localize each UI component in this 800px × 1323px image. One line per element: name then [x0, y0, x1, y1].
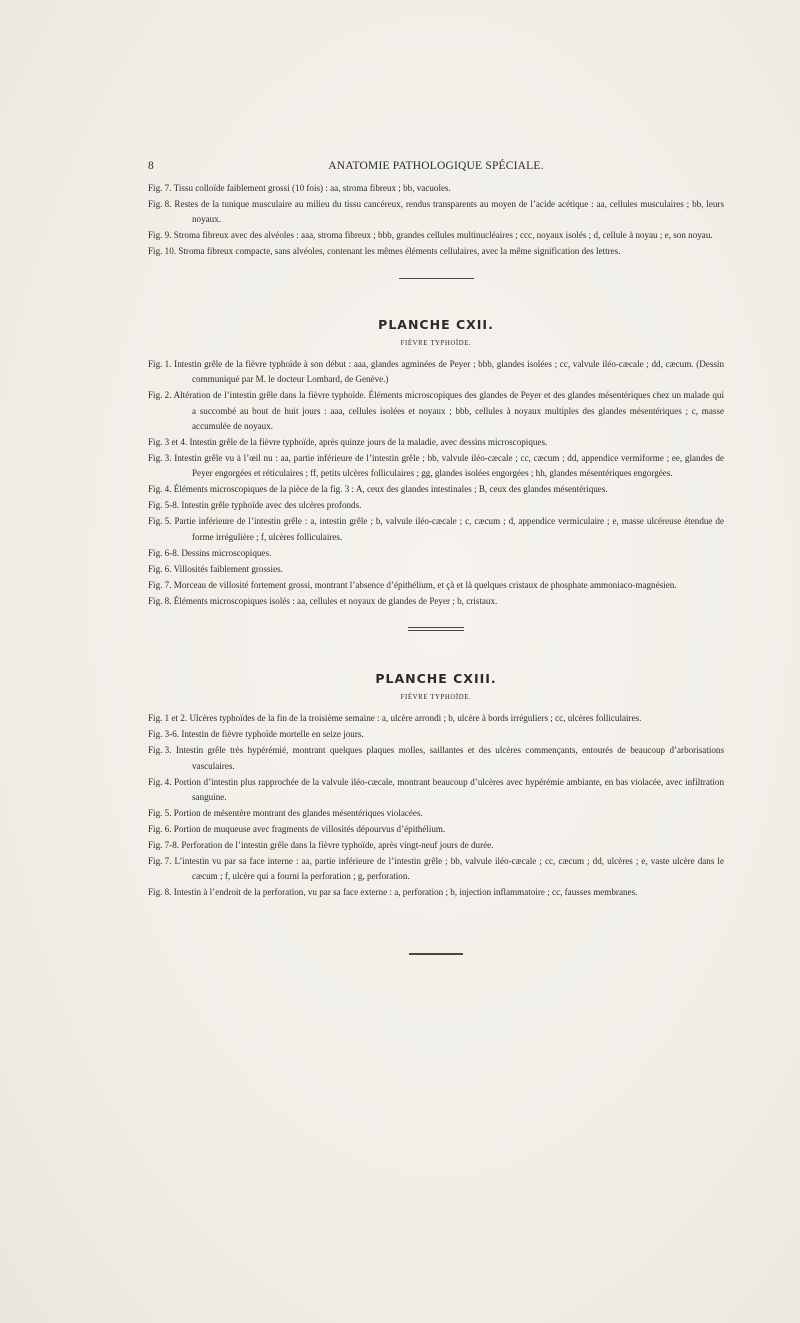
- figure-label: Fig. 1.: [148, 358, 172, 369]
- figure-entry: [148, 743, 724, 774]
- figure-entry: [148, 854, 724, 885]
- figure-caption: Éléments microscopiques isolés : aa, cellules et noyaux de glandes de Peyer ; b, cristaux.: [173, 595, 498, 606]
- figure-label: Fig. 4.: [148, 484, 172, 495]
- figure-entry: [148, 244, 724, 259]
- plate-subtitle-cxiii: FIÈVRE TYPHOÏDE.: [400, 694, 472, 702]
- figure-entry: [148, 228, 724, 243]
- figure-label: Fig. 9.: [148, 230, 172, 241]
- figure-caption: Partie inférieure de l’intestin grêle : a, intestin grêle ; b, valvule iléo-cæcale ; c, cæcum ; d, appendice vermiculaire ; e, masse ulcéreuse étendue de forme irrégulière ; f, ulcères folliculaires.: [174, 516, 724, 542]
- figure-caption: Stroma fibreux avec des alvéoles : aaa, stroma fibreux ; bbb, grandes cellules multinucléaires ; ccc, noyaux isolés ; d, cellule à noyau ; e, son noyau.: [173, 230, 713, 241]
- figure-caption: Intestin grêle typhoïde avec des ulcères profonds.: [181, 500, 362, 511]
- figure-entry: [148, 546, 724, 561]
- figure-entry: [148, 822, 724, 837]
- figure-label: Fig. 4.: [148, 776, 172, 787]
- figure-label: Fig. 7.: [148, 856, 172, 867]
- figure-caption: Portion de mésentère montrant des glandes mésentériques violacées.: [173, 808, 423, 819]
- running-title: ANATOMIE PATHOLOGIQUE SPÉCIALE.: [328, 160, 544, 172]
- figure-entry: [148, 181, 724, 196]
- figure-label: Fig. 6.: [148, 563, 172, 574]
- page-number: 8: [148, 160, 154, 172]
- figure-caption: Intestin grêle de la fièvre typhoïde à son début : aaa, glandes agminées de Peyer ; bbb, glandes isolées ; cc, valvule iléo-cæcale ; dd, cæcum. (Dessin communiqué par M. le docteur Lombard, de Genève.): [174, 358, 724, 385]
- figure-label: Fig. 2.: [148, 390, 172, 401]
- figure-label: Fig. 3-6.: [148, 729, 180, 740]
- section-divider: [399, 278, 474, 279]
- figure-label: Fig. 8.: [148, 887, 172, 898]
- figure-entry: [148, 435, 724, 450]
- figure-caption: Dessins microscopiques.: [181, 547, 272, 558]
- page-content: [148, 160, 724, 955]
- figure-caption: L’intestin vu par sa face interne : aa, partie inférieure de l’intestin grêle ; bb, valvule iléo-cæcale ; cc, cæcum ; dd, ulcères ; e, vaste ulcère dans le cæcum ; f, ulcère qui a fourni la perforation ; g, perforation.: [174, 856, 724, 882]
- figure-entry: [148, 197, 724, 228]
- section-divider-double: [408, 627, 464, 631]
- plate-cxiii-figure-list: [148, 711, 724, 901]
- plate-title-cxii: PLANCHE CXII.: [378, 316, 494, 332]
- figure-entry: [148, 562, 724, 577]
- figure-label: Fig. 7-8.: [148, 840, 180, 851]
- figure-caption: Restes de la tunique musculaire au milieu du tissu cancéreux, rendus transparents au moyen de l’acide acétique : aa, cellules musculaires ; bb, leurs noyaux.: [174, 199, 724, 225]
- figure-caption: Intestin à l’endroit de la perforation, vu par sa face externe : a, perforation ; b, injection inflammatoire ; cc, fausses membranes.: [173, 887, 638, 898]
- end-rule: [409, 953, 463, 955]
- figure-caption: Stroma fibreux compacte, sans alvéoles, contenant les mêmes éléments cellulaires, avec la même signification des lettres.: [178, 246, 621, 257]
- figure-caption: Altération de l’intestin grêle dans la fièvre typhoïde. Éléments microscopiques des glandes de Peyer et des glandes mésentériques chez un malade qui a succombé au bout de huit jours : aaa, cellules isolées et noyaux ; bbb, cellules à noyaux multiples des glandes mésentériques ; c, masse accumulée de noyaux.: [173, 390, 724, 432]
- figure-label: Fig. 5-8.: [148, 500, 180, 511]
- figure-label: Fig. 1 et 2.: [148, 713, 188, 724]
- figure-entry: [148, 451, 724, 482]
- figure-entry: [148, 727, 724, 742]
- plate-title-cxiii: PLANCHE CXIII.: [375, 671, 497, 687]
- figure-label: Fig. 3.: [148, 745, 172, 756]
- figure-label: Fig. 8.: [148, 595, 172, 606]
- figure-entry: [148, 388, 724, 434]
- figure-label: Fig. 5.: [148, 516, 172, 527]
- figure-entry: [148, 838, 724, 853]
- figure-entry: [148, 775, 724, 806]
- figure-entry: [148, 594, 724, 609]
- figure-label: Fig. 7.: [148, 183, 172, 193]
- figure-caption: Morceau de villosité fortement grossi, montrant l’absence d’épithélium, et çà et là quelques cristaux de phosphate ammoniaco-magnésien.: [173, 579, 677, 590]
- figure-caption: Éléments microscopiques de la pièce de la fig. 3 : A, ceux des glandes intestinales ; B, ceux des glandes mésentériques.: [173, 484, 608, 495]
- figure-label: Fig. 3.: [148, 453, 172, 464]
- figure-caption: Portion d’intestin plus rapprochée de la valvule iléo-cæcale, montrant beaucoup d’ulcères avec hypérémie ambiante, en bas violacée, avec infiltration sanguine.: [174, 776, 724, 803]
- page-header: [148, 160, 724, 178]
- figure-entry: [148, 711, 724, 726]
- figure-entry: [148, 806, 724, 821]
- figure-entry: [148, 482, 724, 497]
- figure-caption: Perforation de l’intestin grêle dans la fièvre typhoïde, après vingt-neuf jours de durée.: [181, 840, 494, 851]
- figure-label: Fig. 5.: [148, 808, 172, 819]
- figure-entry: [148, 578, 724, 593]
- figure-entry: [148, 498, 724, 513]
- figure-label: Fig. 8.: [148, 199, 172, 209]
- figure-caption: Intestin grêle très hypérémié, montrant quelques plaques molles, saillantes et des ulcères commençants, entourés de beaucoup d’arborisations vasculaires.: [175, 745, 724, 771]
- figure-caption: Ulcères typhoïdes de la fin de la troisième semaine : a, ulcère arrondi ; b, ulcère à bords irréguliers ; cc, ulcères folliculaires.: [189, 713, 642, 724]
- figure-label: Fig. 10.: [148, 246, 177, 257]
- figure-caption: Intestin de fièvre typhoïde mortelle en seize jours.: [181, 729, 364, 740]
- figure-label: Fig. 3 et 4.: [148, 437, 188, 448]
- plate-cxii-figure-list: [148, 357, 724, 609]
- figure-label: Fig. 7.: [148, 579, 172, 590]
- figure-entry: [148, 885, 724, 900]
- figure-label: Fig. 6-8.: [148, 547, 180, 558]
- figure-caption: Intestin grêle de la fièvre typhoïde, après quinze jours de la maladie, avec dessins microscopiques.: [189, 437, 548, 448]
- figure-caption: Portion de muqueuse avec fragments de villosités dépourvus d’épithélium.: [173, 824, 446, 835]
- figure-label: Fig. 6.: [148, 824, 172, 835]
- figure-entry: [148, 514, 724, 545]
- figure-caption: Villosités faiblement grossies.: [173, 563, 283, 574]
- intro-figure-list: [148, 181, 724, 260]
- plate-subtitle-cxii: FIÈVRE TYPHOÏDE.: [400, 339, 472, 347]
- figure-caption: Tissu colloïde faiblement grossi (10 fois) : aa, stroma fibreux ; bb, vacuoles.: [173, 183, 451, 193]
- figure-caption: Intestin grêle vu à l’œil nu : aa, partie inférieure de l’intestin grêle ; bb, valvule iléo-cæcale ; cc, cæcum ; dd, appendice vermiforme ; ee, glandes de Peyer engorgées et réticulaires ; ff, petits ulcères folliculaires ; gg, glandes isolées engorgées ; hh, glandes mésentériques engorgées.: [174, 453, 724, 479]
- figure-entry: [148, 357, 724, 388]
